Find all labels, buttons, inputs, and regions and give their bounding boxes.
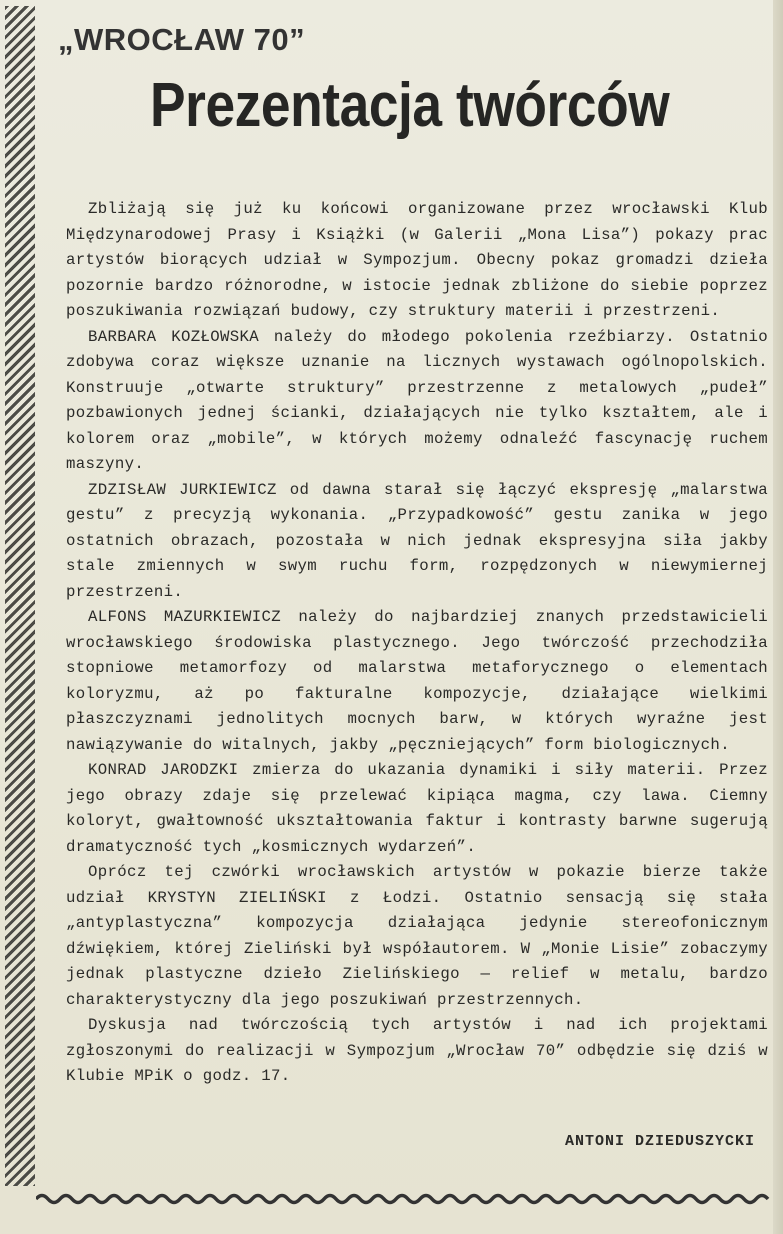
article-paragraph: Oprócz tej czwórki wrocławskich artystów w pokazie bierze także udział KRYSTYN ZIELIŃSKI z Łodzi. Ostatnio sensacją się stała „antyplastyczna” kompozycja działająca jedynie stereofonicznym dźwiękiem, której Zieliński był współautorem. W „Monie Lisie” zobaczymy jednak plastyczne dzieło Zielińskiego — relief w metalu, bardzo charakterystyczny dla jego poszukiwań przestrzennych.: [66, 863, 768, 1009]
author-signature: ANTONI DZIEDUSZYCKI: [564, 1133, 755, 1150]
article-paragraph: Dyskusja nad twórczością tych artystów i nad ich projektami zgłoszonymi do realizacji w Sympozjum „Wrocław 70” odbędzie się dziś w Klubie MPiK o godz. 17.: [66, 1016, 768, 1085]
article-kicker: „WROCŁAW 70”: [58, 22, 306, 57]
article-paragraph: Zbliżają się już ku końcowi organizowane przez wrocławski Klub Międzynarodowej Prasy i Książki (w Galerii „Mona Lisa”) pokazy prac artystów biorących udział w Sympozjum. Obecny pokaz gromadzi dzieła pozornie bardzo różnorodne, w istocie jednak zbliżone do siebie poprzez poszukiwania rozwiązań budowy, czy struktury materii i przestrzeni.: [66, 200, 768, 320]
wavy-border-bottom: [36, 1192, 776, 1206]
article-body: [66, 197, 768, 1090]
article-paragraph: ZDZISŁAW JURKIEWICZ od dawna starał się łączyć ekspresję „malarstwa gestu” z precyzją wykonania. „Przypadkowość” gestu zanika w jego ostatnich obrazach, pozostała w nich jednak ekspresyjna siła jakby stale zmiennych w swym ruchu form, rozpędzonych w niewymiernej przestrzeni.: [66, 480, 768, 601]
article-paragraph: ALFONS MAZURKIEWICZ należy do najbardziej znanych przedstawicieli wrocławskiego środowiska plastycznego. Jego twórczość przechodziła stopniowe metamorfozy od malarstwa metaforycznego o elementach koloryzmu, aż po fakturalne kompozycje, działające wielkimi płaszczyznami jednolitych mocnych barw, w których wyraźne jest nawiązywanie do witalnych, jakby „pęczniejących” form biologicznych.: [66, 608, 768, 754]
article-paragraph: KONRAD JARODZKI zmierza do ukazania dynamiki i siły materii. Przez jego obrazy zdaje się przelewać kipiąca magma, czy lawa. Ciemny koloryt, gwałtowność ukształtowania faktur i kontrasty barwne sugerują dramatyczność tych „kosmicznych wydarzeń”.: [66, 761, 768, 856]
page-edge-right: [773, 0, 783, 1234]
hatched-border-left: [5, 6, 35, 1186]
article-title: Prezentacja twórców: [150, 71, 670, 140]
article-paragraph: BARBARA KOZŁOWSKA należy do młodego pokolenia rzeźbiarzy. Ostatnio zdobywa coraz większe uznanie na licznych wystawach ogólnopolskich. Konstruuje „otwarte struktury” przestrzenne z metalowych „pudeł” pozbawionych jednej ścianki, działających nie tylko kształtem, ale i kolorem oraz „mobile”, w których możemy odnaleźć fascynację ruchem maszyny.: [66, 327, 768, 473]
